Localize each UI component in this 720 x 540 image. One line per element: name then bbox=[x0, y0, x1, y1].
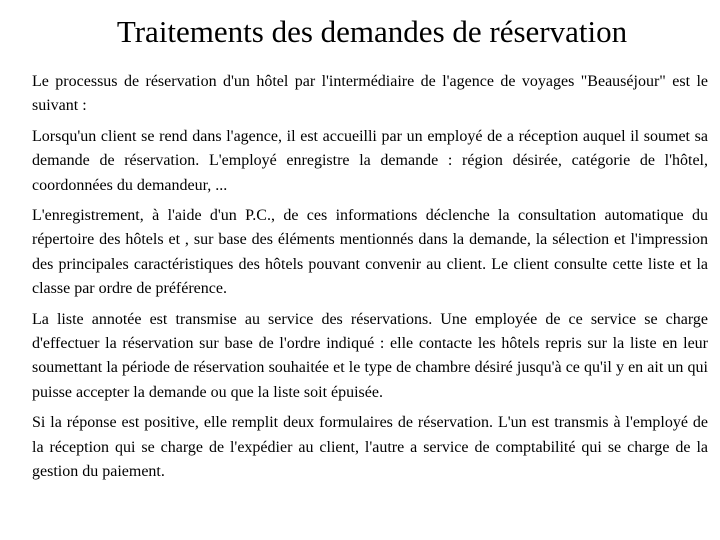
page-title: Traitements des demandes de réservation bbox=[116, 14, 628, 49]
paragraph-intro: Le processus de réservation d'un hôtel par l'intermédiaire de l'agence de voyages "Beauséjour" est le suivant : bbox=[32, 73, 708, 115]
paragraph-reservation-service: La liste annotée est transmise au service des réservations. Une employée de ce service se charge d'effectuer la réservation sur base de l'ordre indiqué : elle contacte les hôtels repris sur la liste en leur soumettant la période de réservation souhaitée et le type de chambre désiré jusqu'à ce qu'il y en ait un qui puisse accepter la demande ou que la liste soit épuisée. bbox=[32, 310, 708, 401]
document-body bbox=[32, 70, 708, 485]
paragraph-positive-response: Si la réponse est positive, elle remplit deux formulaires de réservation. L'un est transmis à l'employé de la réception qui se charge de l'expédier au client, l'autre a service de comptabilité qui se charge de la gestion du paiement. bbox=[32, 414, 708, 481]
paragraph-reception: Lorsqu'un client se rend dans l'agence, il est accueilli par un employé de a réception auquel il soumet sa demande de réservation. L'employé enregistre la demande : région désirée, catégorie de l'hôtel, coordonnées du demandeur, ... bbox=[32, 127, 708, 194]
paragraph-registration: L'enregistrement, à l'aide d'un P.C., de ces informations déclenche la consultation automatique du répertoire des hôtels et , sur base des éléments mentionnés dans la demande, la sélection et l'impression des principales caractéristiques des hôtels pouvant convenir au client. Le client consulte cette liste et la classe par ordre de préférence. bbox=[32, 207, 708, 298]
